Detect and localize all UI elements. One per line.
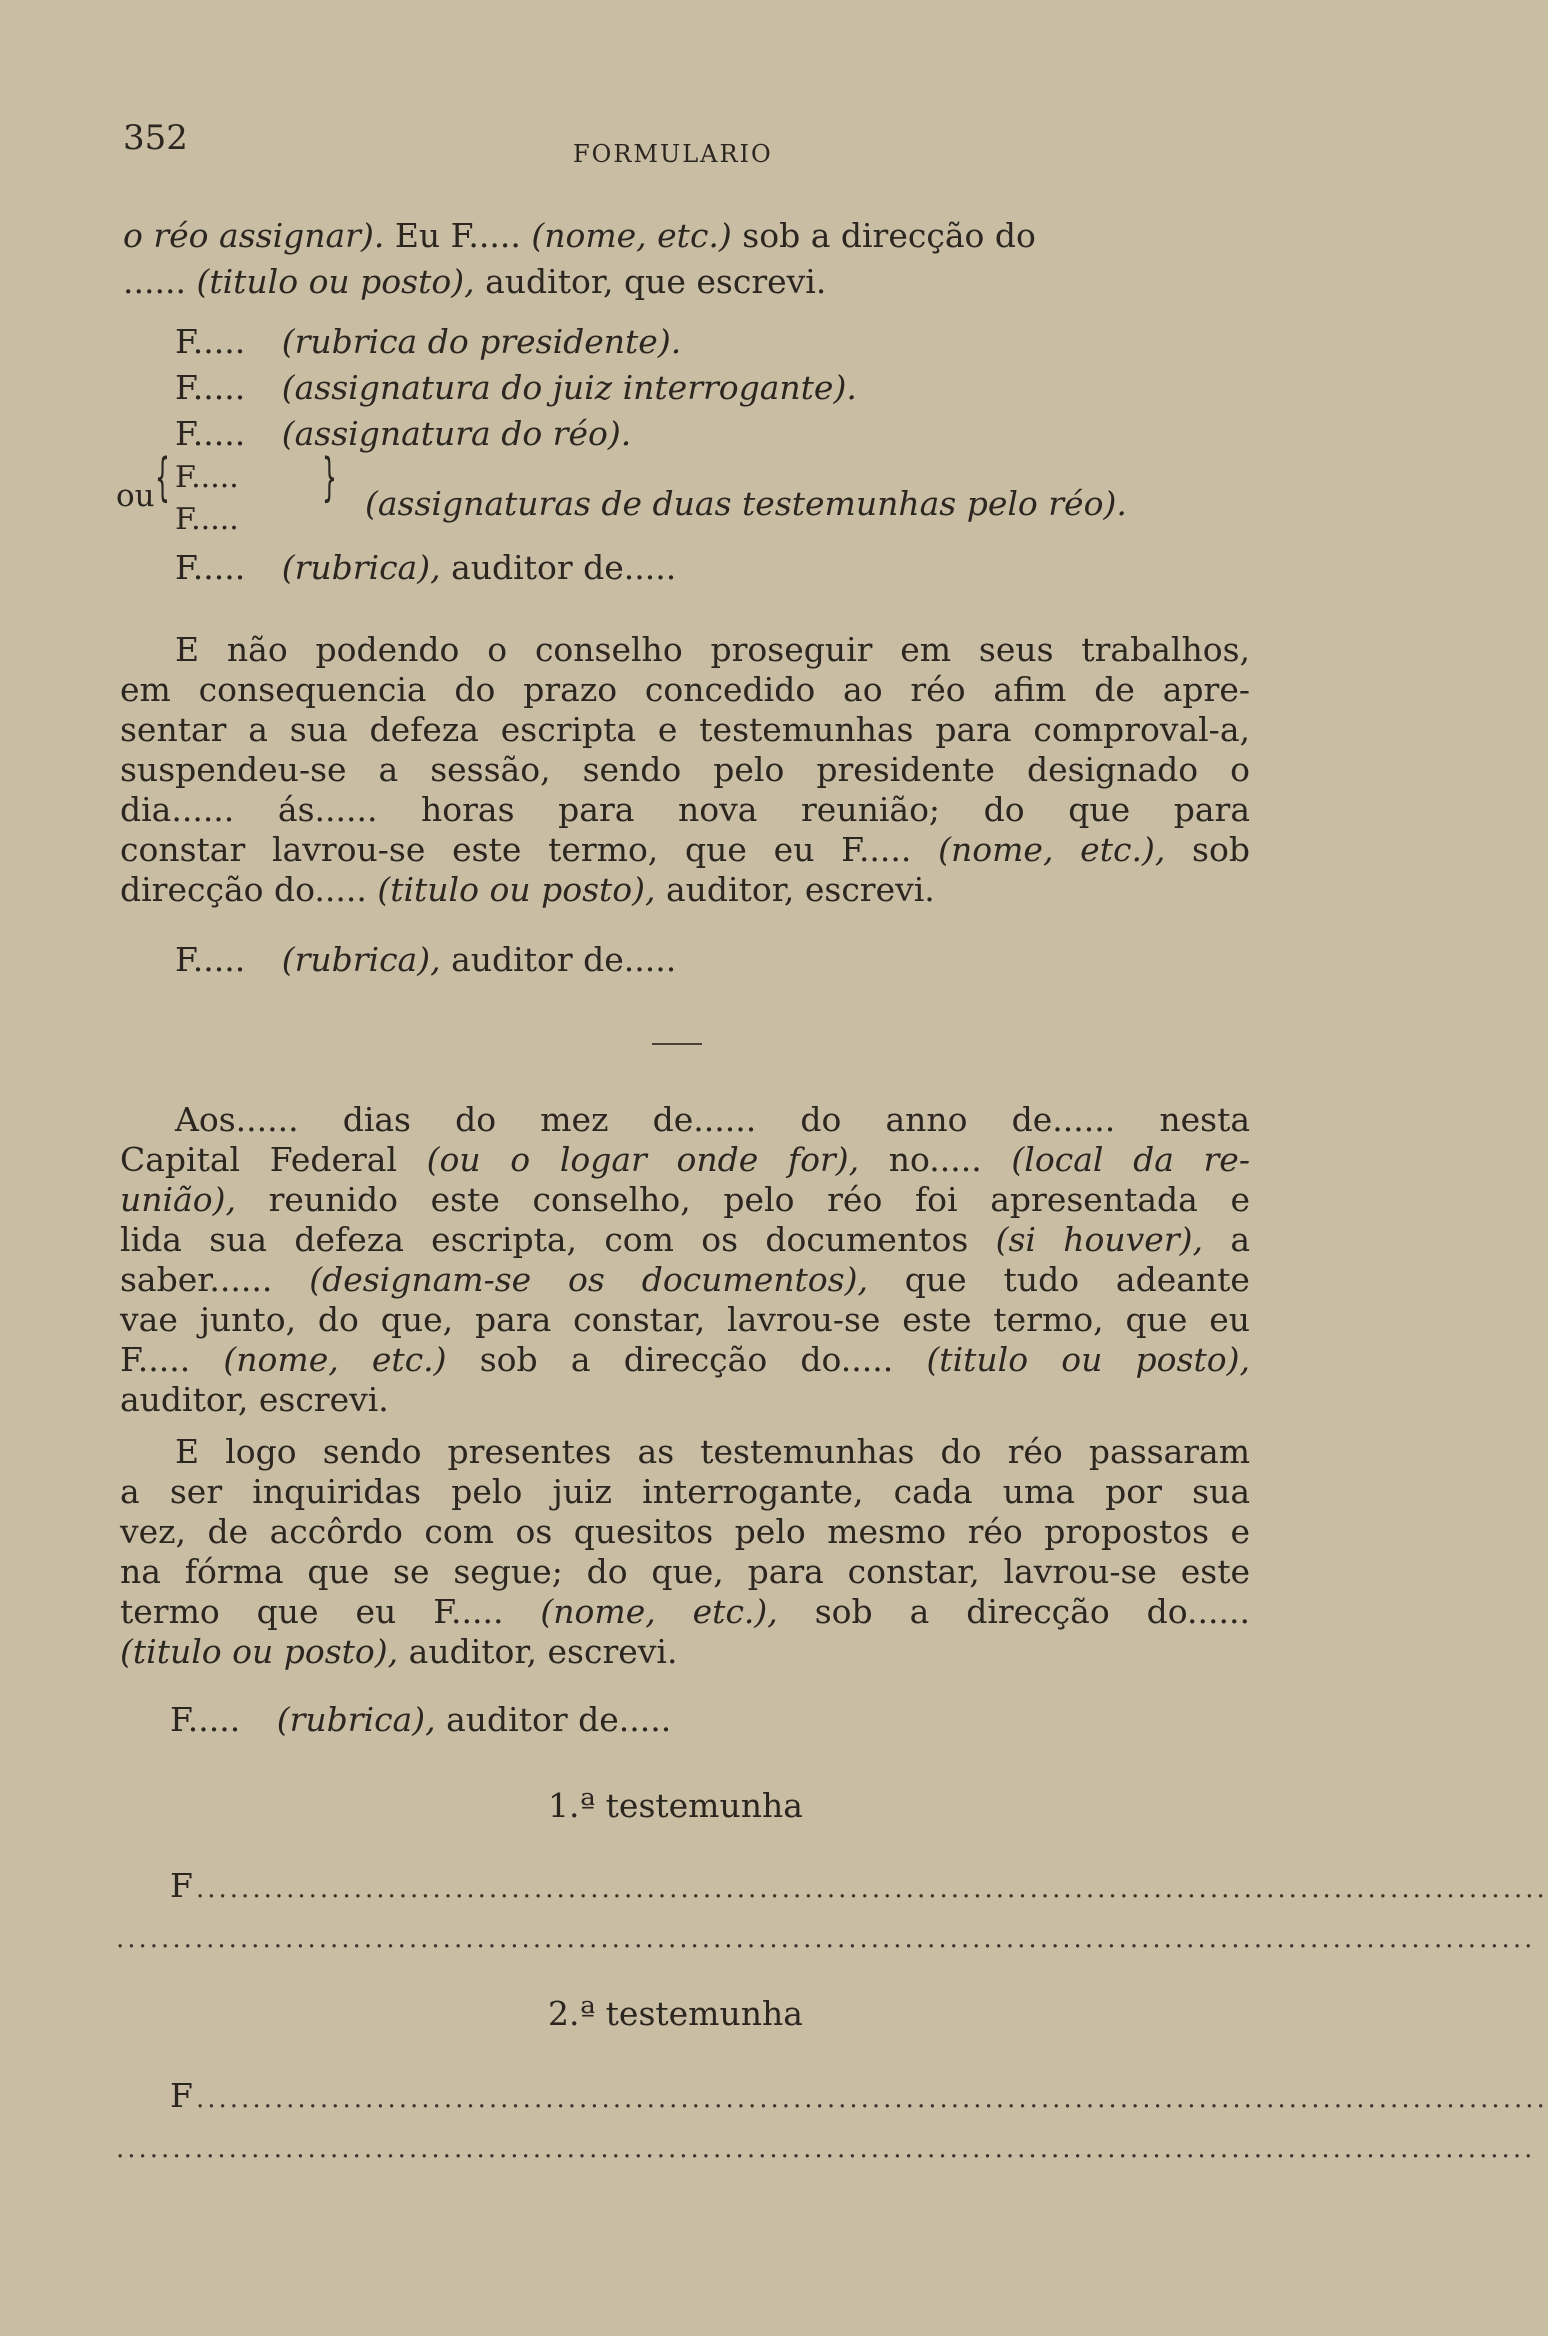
signature-placeholder: F..... bbox=[175, 940, 246, 979]
text-span: sob a direcção do...... bbox=[814, 1592, 1250, 1631]
signature-line bbox=[170, 1700, 671, 1740]
text-italic: (titulo ou posto), bbox=[926, 1340, 1250, 1379]
dotted-line: ........................................................................................................................ bbox=[196, 2084, 1548, 2114]
signature-placeholder: F..... bbox=[170, 1700, 241, 1739]
section-divider bbox=[652, 1043, 702, 1045]
text-span: reunido este conselho, pelo réo foi apresentada e bbox=[268, 1180, 1250, 1219]
text-italic: (assignaturas de duas testemunhas pelo réo). bbox=[365, 484, 1127, 523]
text-italic: (rubrica), bbox=[281, 940, 441, 979]
text-span: direcção do..... bbox=[120, 870, 367, 909]
text-span: lida sua defeza escripta, com os documentos bbox=[120, 1220, 969, 1259]
signature-placeholder: F..... bbox=[175, 460, 239, 495]
text-span: auditor de..... bbox=[451, 940, 677, 979]
text-span: termo que eu F..... bbox=[120, 1592, 504, 1631]
text-line bbox=[120, 1260, 1250, 1300]
text-span: que tudo adeante bbox=[904, 1260, 1250, 1299]
text-line bbox=[120, 1180, 1250, 1220]
signature-line bbox=[175, 322, 681, 362]
left-brace-icon: { bbox=[155, 448, 170, 508]
running-head: FORMULARIO bbox=[573, 140, 773, 168]
text-italic: (nome, etc.), bbox=[540, 1592, 778, 1631]
text-line bbox=[120, 1220, 1250, 1260]
text-span: Eu F..... bbox=[394, 216, 521, 255]
text-span: auditor, escrevi. bbox=[666, 870, 935, 909]
text-italic: o réo assignar). bbox=[123, 216, 385, 255]
text-span: a bbox=[1230, 1220, 1250, 1259]
text-line bbox=[123, 216, 1036, 256]
text-line: sentar a sua defeza escripta e testemunhas para comproval-a, bbox=[120, 710, 1250, 749]
signature-placeholder: F..... bbox=[175, 548, 246, 587]
text-line: Aos...... dias do mez de...... do anno de...... nesta bbox=[175, 1100, 1250, 1139]
text-span: sob a direcção do..... bbox=[479, 1340, 894, 1379]
text-span: sob bbox=[1192, 830, 1250, 869]
text-italic: união), bbox=[120, 1180, 236, 1219]
text-italic: (titulo ou posto), bbox=[377, 870, 656, 909]
text-italic: (assignatura do réo). bbox=[281, 414, 632, 453]
page-number: 352 bbox=[123, 118, 188, 158]
text-line bbox=[120, 1632, 1250, 1672]
text-italic: (si houver), bbox=[995, 1220, 1203, 1259]
text-italic: (local da re- bbox=[1011, 1140, 1250, 1179]
text-line bbox=[120, 1592, 1250, 1632]
text-italic: (nome, etc.) bbox=[223, 1340, 447, 1379]
text-line bbox=[120, 1340, 1250, 1380]
text-span: ...... bbox=[123, 262, 186, 301]
text-line bbox=[120, 1140, 1250, 1180]
text-italic: (rubrica), bbox=[276, 1700, 436, 1739]
text-italic: (nome, etc.), bbox=[938, 830, 1166, 869]
text-line: auditor, escrevi. bbox=[120, 1380, 389, 1419]
signature-placeholder: F bbox=[170, 2076, 193, 2115]
text-line: na fórma que se segue; do que, para constar, lavrou-se este bbox=[120, 1552, 1250, 1591]
signature-placeholder: F..... bbox=[175, 414, 246, 453]
text-italic: (assignatura do juiz interrogante). bbox=[281, 368, 857, 407]
paragraph bbox=[120, 630, 1250, 910]
witness-heading: 1.ª testemunha bbox=[548, 1786, 803, 1825]
text-span: no..... bbox=[888, 1140, 982, 1179]
text-line: suspendeu-se a sessão, sendo pelo presidente designado o bbox=[120, 750, 1250, 789]
text-line: em consequencia do prazo concedido ao réo afim de apre- bbox=[120, 670, 1250, 709]
text-line: E não podendo o conselho proseguir em seus trabalhos, bbox=[175, 630, 1250, 669]
witness-heading: 2.ª testemunha bbox=[548, 1994, 803, 2033]
signature-line bbox=[175, 368, 857, 408]
dotted-line: ........................................................................................................................ bbox=[196, 1874, 1548, 1904]
signature-line bbox=[175, 548, 676, 588]
dotted-line: .............................................................................................................................. bbox=[116, 1924, 1536, 1954]
text-span: Capital Federal bbox=[120, 1140, 398, 1179]
text-italic: (titulo ou posto), bbox=[120, 1632, 399, 1671]
signature-placeholder: F..... bbox=[175, 502, 239, 537]
text-italic: (designam-se os documentos), bbox=[309, 1260, 868, 1299]
right-brace-icon: } bbox=[322, 448, 337, 508]
text-span: saber...... bbox=[120, 1260, 273, 1299]
ou-label: ou bbox=[116, 478, 155, 514]
paragraph bbox=[120, 1432, 1250, 1672]
signature-placeholder: F..... bbox=[175, 322, 246, 361]
signature-placeholder: F bbox=[170, 1866, 193, 1905]
text-italic: (ou o logar onde for), bbox=[426, 1140, 860, 1179]
dotted-line: .............................................................................................................................. bbox=[116, 2134, 1536, 2164]
text-italic: (titulo ou posto), bbox=[196, 262, 475, 301]
text-span: constar lavrou-se este termo, que eu F..... bbox=[120, 830, 912, 869]
text-line: vez, de accôrdo com os quesitos pelo mesmo réo propostos e bbox=[120, 1512, 1250, 1551]
text-span: auditor, escrevi. bbox=[408, 1632, 678, 1671]
paragraph bbox=[120, 1100, 1250, 1420]
text-italic: (nome, etc.) bbox=[531, 216, 732, 255]
text-italic: (rubrica do presidente). bbox=[281, 322, 682, 361]
text-line bbox=[120, 830, 1250, 870]
signature-line bbox=[175, 414, 631, 454]
text-line: a ser inquiridas pelo juiz interrogante, cada uma por sua bbox=[120, 1472, 1250, 1511]
text-span: sob a direcção do bbox=[742, 216, 1036, 255]
text-span: F..... bbox=[120, 1340, 191, 1379]
text-line: vae junto, do que, para constar, lavrou-se este termo, que eu bbox=[120, 1300, 1250, 1339]
signature-placeholder: F..... bbox=[175, 368, 246, 407]
text-italic: (rubrica), bbox=[281, 548, 441, 587]
text-line bbox=[120, 870, 1250, 910]
signature-line bbox=[175, 940, 676, 980]
text-line: E logo sendo presentes as testemunhas do réo passaram bbox=[175, 1432, 1250, 1471]
text-line: dia...... ás...... horas para nova reunião; do que para bbox=[120, 790, 1250, 829]
text-span: auditor de..... bbox=[446, 1700, 672, 1739]
text-line bbox=[123, 262, 826, 302]
text-span: auditor, que escrevi. bbox=[485, 262, 827, 301]
text-span: auditor de..... bbox=[451, 548, 677, 587]
